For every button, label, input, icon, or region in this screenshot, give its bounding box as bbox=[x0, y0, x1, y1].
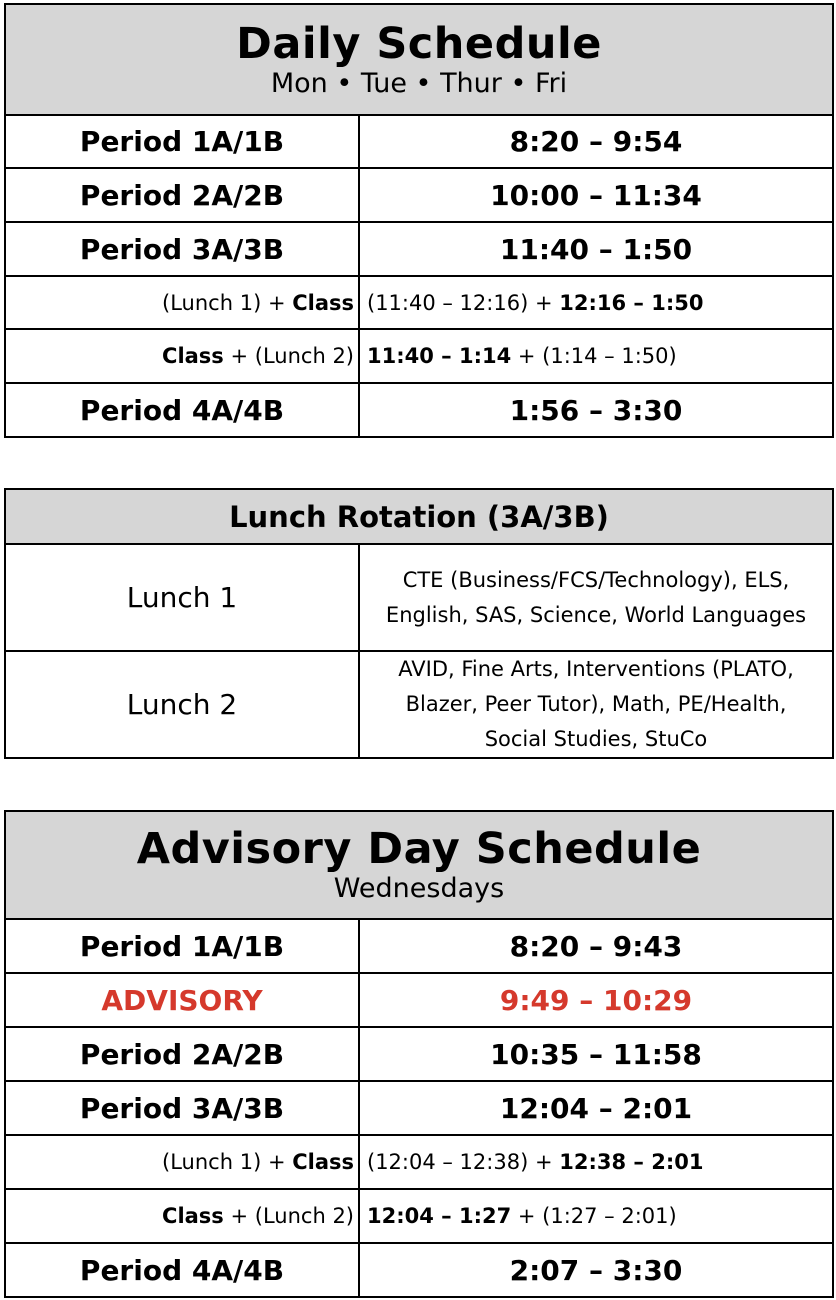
lunch-time: (11:40 – 12:16) bbox=[367, 290, 529, 315]
table-row bbox=[5, 651, 833, 758]
period-time: 1:56 – 3:30 bbox=[359, 383, 833, 437]
period-time: 11:40 – 1:50 bbox=[359, 222, 833, 276]
period-label: Period 3A/3B bbox=[5, 222, 359, 276]
lunch-rotation-title: Lunch Rotation (3A/3B) bbox=[5, 489, 833, 544]
split-time bbox=[359, 329, 833, 383]
period-time: 8:20 – 9:43 bbox=[359, 919, 833, 973]
period-time: 2:07 – 3:30 bbox=[359, 1243, 833, 1297]
lunch-departments bbox=[359, 651, 833, 758]
period-time: 10:35 – 11:58 bbox=[359, 1027, 833, 1081]
plus-text: + bbox=[223, 344, 255, 368]
daily-title: Daily Schedule bbox=[236, 18, 602, 69]
advisory-label: ADVISORY bbox=[5, 973, 359, 1027]
table-row bbox=[5, 329, 833, 383]
class-text: Class bbox=[162, 344, 224, 368]
period-label: Period 2A/2B bbox=[5, 1027, 359, 1081]
split-time bbox=[359, 1189, 833, 1243]
plus-text: + bbox=[511, 1204, 543, 1228]
department-line: Social Studies, StuCo bbox=[484, 727, 708, 751]
split-time bbox=[359, 276, 833, 329]
table-row bbox=[5, 276, 833, 329]
table-row bbox=[5, 544, 833, 651]
table-row bbox=[5, 168, 833, 222]
department-line: Blazer, Peer Tutor), Math, PE/Health, bbox=[405, 692, 787, 716]
plus-text: + bbox=[223, 1204, 255, 1228]
split-label bbox=[5, 1189, 359, 1243]
lunch-rotation-table bbox=[4, 488, 834, 759]
plus-text: + bbox=[261, 1150, 293, 1174]
lunch-time: (1:14 – 1:50) bbox=[542, 344, 677, 368]
department-line: English, SAS, Science, World Languages bbox=[385, 602, 807, 627]
plus-text: + bbox=[261, 290, 293, 315]
lunch-text: (Lunch 2) bbox=[254, 1204, 354, 1228]
lunch-time: (12:04 – 12:38) bbox=[367, 1150, 529, 1174]
period-label: Period 2A/2B bbox=[5, 168, 359, 222]
period-time: 12:04 – 2:01 bbox=[359, 1081, 833, 1135]
period-label: Period 4A/4B bbox=[5, 383, 359, 437]
period-time: 8:20 – 9:54 bbox=[359, 115, 833, 168]
daily-schedule-table bbox=[4, 3, 834, 438]
class-time: 12:38 – 2:01 bbox=[559, 1150, 704, 1174]
advisory-time: 9:49 – 10:29 bbox=[359, 973, 833, 1027]
period-label: Period 1A/1B bbox=[5, 919, 359, 973]
class-time: 12:16 – 1:50 bbox=[559, 290, 704, 315]
table-row bbox=[5, 1027, 833, 1081]
split-time bbox=[359, 1135, 833, 1189]
lunch-text: (Lunch 1) bbox=[162, 290, 262, 315]
split-label bbox=[5, 276, 359, 329]
lunch-text: (Lunch 1) bbox=[162, 1150, 262, 1174]
plus-text: + bbox=[528, 1150, 560, 1174]
table-row bbox=[5, 1243, 833, 1297]
advisory-subtitle: Wednesdays bbox=[333, 873, 505, 904]
class-text: Class bbox=[292, 1150, 354, 1174]
lunch-time: (1:27 – 2:01) bbox=[542, 1204, 677, 1228]
table-row bbox=[5, 1189, 833, 1243]
period-time: 10:00 – 11:34 bbox=[359, 168, 833, 222]
table-row bbox=[5, 383, 833, 437]
plus-text: + bbox=[528, 290, 560, 315]
split-label bbox=[5, 329, 359, 383]
advisory-schedule-table bbox=[4, 810, 834, 1298]
plus-text: + bbox=[511, 344, 543, 368]
daily-subtitle: Mon • Tue • Thur • Fri bbox=[270, 67, 568, 99]
class-text: Class bbox=[292, 290, 354, 315]
lunch-departments bbox=[359, 544, 833, 651]
table-row bbox=[5, 919, 833, 973]
period-label: Period 3A/3B bbox=[5, 1081, 359, 1135]
table-row bbox=[5, 115, 833, 168]
split-label bbox=[5, 1135, 359, 1189]
department-line: CTE (Business/FCS/Technology), ELS, bbox=[402, 567, 790, 592]
daily-header bbox=[5, 4, 833, 115]
table-row bbox=[5, 1135, 833, 1189]
period-label: Period 4A/4B bbox=[5, 1243, 359, 1297]
period-label: Period 1A/1B bbox=[5, 115, 359, 168]
class-text: Class bbox=[162, 1204, 224, 1228]
lunch-text: (Lunch 2) bbox=[254, 344, 354, 368]
advisory-title: Advisory Day Schedule bbox=[136, 824, 702, 874]
advisory-header bbox=[5, 811, 833, 919]
department-line: AVID, Fine Arts, Interventions (PLATO, bbox=[398, 657, 794, 681]
table-row bbox=[5, 973, 833, 1027]
table-row bbox=[5, 222, 833, 276]
class-time: 12:04 – 1:27 bbox=[367, 1204, 512, 1228]
class-time: 11:40 – 1:14 bbox=[367, 344, 512, 368]
lunch-name: Lunch 2 bbox=[5, 651, 359, 758]
table-row bbox=[5, 1081, 833, 1135]
lunch-name: Lunch 1 bbox=[5, 544, 359, 651]
